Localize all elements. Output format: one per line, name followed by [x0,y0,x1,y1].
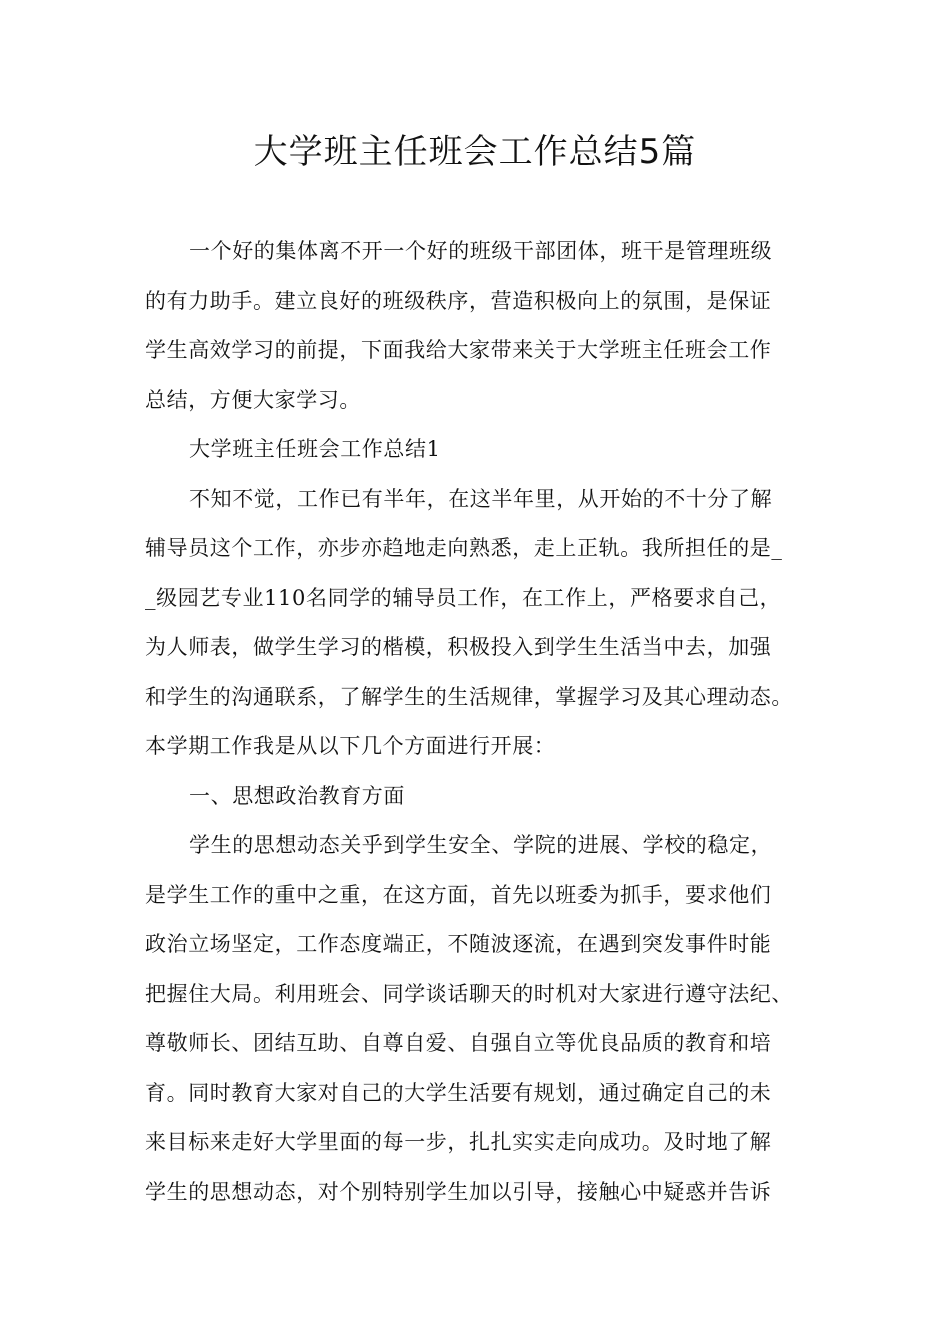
text-line: 总结，方便大家学习。 [145,387,361,412]
text-line: 不知不觉，工作已有半年，在这半年里，从开始的不十分了解 [189,486,773,511]
text-line: 来目标来走好大学里面的每一步，扎扎实实走向成功。及时地了解 [145,1130,772,1154]
text-line: 把握住大局。利用班会、同学谈话聊天的时机对大家进行遵守法纪、 [145,981,793,1006]
subsection-heading [145,772,825,822]
document-body [145,227,825,1217]
intro-paragraph [145,227,825,425]
text-line: 学生的思想动态关乎到学生安全、学院的进展、学校的稳定， [189,833,773,857]
text-line: 学生的思想动态，对个别特别学生加以引导，接触心中疑惑并告诉 [145,1179,772,1204]
document-title: 大学班主任班会工作总结5篇 [253,132,697,172]
text-line: 学生高效学习的前提，下面我给大家带来关于大学班主任班会工作 [145,338,772,362]
text-line: 为人师表，做学生学习的楷模，积极投入到学生生活当中去，加强 [145,635,772,659]
body-paragraph [145,475,825,772]
text-line: 育。同时教育大家对自己的大学生活要有规划，通过确定自己的未 [145,1080,772,1105]
section-heading-1 [145,425,825,475]
text-line: 大学班主任班会工作总结1 [189,437,441,461]
text-line: 一个好的集体离不开一个好的班级干部团体，班干是管理班级 [189,239,773,263]
text-line: 和学生的沟通联系，了解学生的生活规律，掌握学习及其心理动态。 [145,684,793,709]
body-paragraph [145,821,825,1217]
text-line: 一、思想政治教育方面 [189,783,405,808]
text-line: 的有力助手。建立良好的班级秩序，营造积极向上的氛围，是保证 [145,288,772,313]
text-line: 政治立场坚定，工作态度端正，不随波逐流，在遇到突发事件时能 [145,932,772,956]
text-line: 本学期工作我是从以下几个方面进行开展： [145,734,556,758]
text-line: 辅导员这个工作，亦步亦趋地走向熟悉，走上正轨。我所担任的是_ [145,536,783,560]
text-line: 是学生工作的重中之重，在这方面，首先以班委为抓手，要求他们 [145,882,772,907]
text-line: 尊敬师长、团结互助、自尊自爱、自强自立等优良品质的教育和培 [145,1031,772,1055]
text-line: _级园艺专业110名同学的辅导员工作，在工作上，严格要求自己， [145,585,782,610]
